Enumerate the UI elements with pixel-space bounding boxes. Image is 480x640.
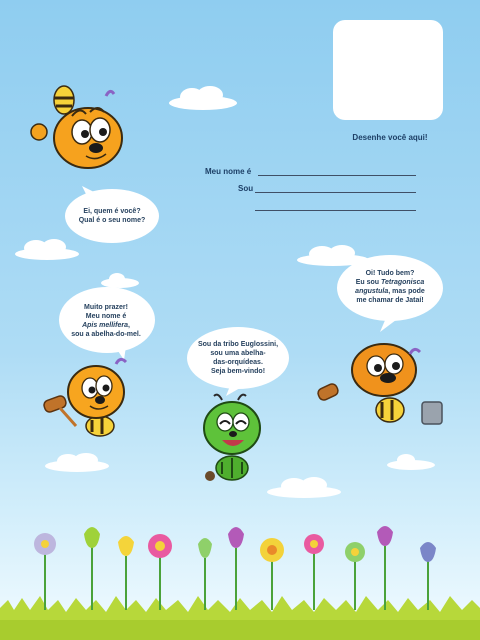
cloud <box>168 86 238 110</box>
cloud <box>266 476 342 498</box>
speech-text-2: Muito prazer! Meu nome é Apis mellifera, sou a abelha-do-mel. <box>71 304 141 338</box>
bee-character-3 <box>192 392 272 490</box>
flower <box>34 533 56 610</box>
bee-character-4 <box>314 340 454 440</box>
extra-line[interactable] <box>255 210 416 211</box>
bee-character-2 <box>40 356 140 446</box>
sou-label: Sou <box>238 184 254 193</box>
bee-character-1 <box>24 82 134 182</box>
name-label: Meu nome é <box>205 167 252 176</box>
cloud <box>44 452 110 472</box>
flower-row <box>0 520 480 610</box>
name-line[interactable] <box>258 175 416 176</box>
speech-text-1: Ei, quem é você? Qual é o seu nome? <box>78 208 146 224</box>
cloud <box>386 452 436 470</box>
drawing-box[interactable] <box>333 20 443 120</box>
sou-line[interactable] <box>255 192 416 193</box>
speech-text-3: Sou da tribo Euglossini, sou uma abelha- das-orquídeas. Seja bem-vindo! <box>197 341 279 375</box>
speech-text-4: Oi! Tudo bem? Eu sou Tetragonisca angustula, mas pode me chamar de Jataí! <box>355 270 425 304</box>
drawing-caption: Desenhe você aqui! <box>352 133 428 142</box>
